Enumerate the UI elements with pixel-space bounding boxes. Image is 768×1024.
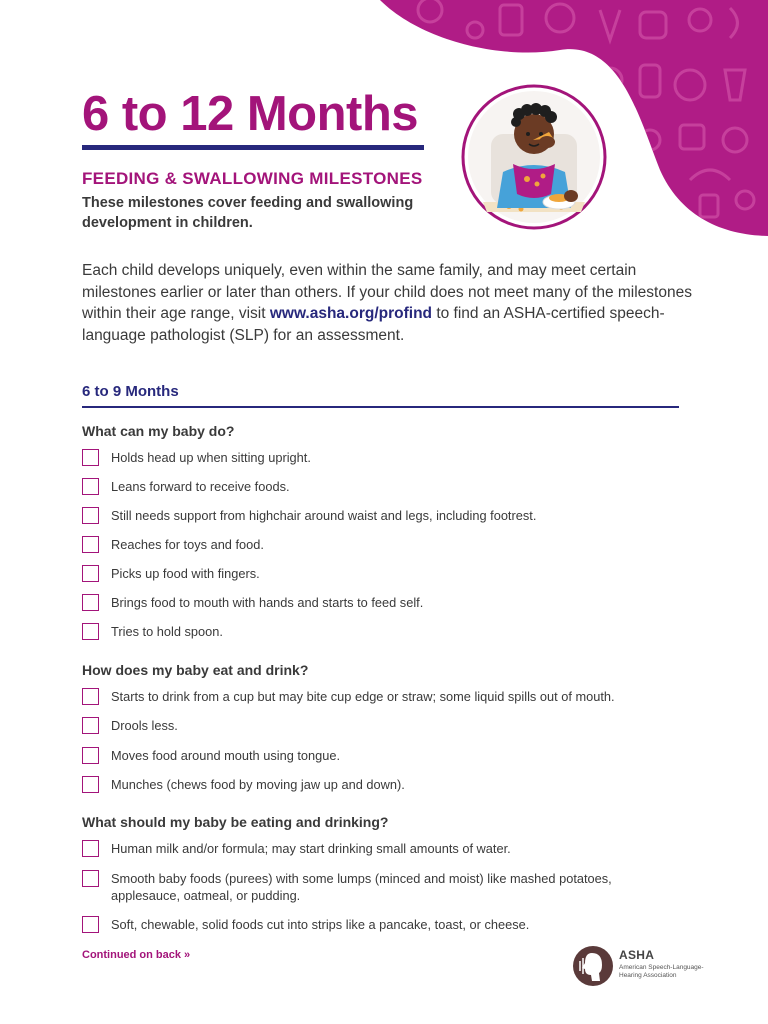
page-subtitle: FEEDING & SWALLOWING MILESTONES <box>82 169 423 188</box>
group-heading-how-does-baby-eat: How does my baby eat and drink? <box>82 662 309 678</box>
checkbox[interactable] <box>82 536 99 553</box>
group-heading-what-should-baby-eat: What should my baby be eating and drinking? <box>82 814 389 830</box>
asha-logo-icon <box>572 945 614 987</box>
checklist-item-label: Leans forward to receive foods. <box>111 479 290 494</box>
title-underline <box>82 145 424 150</box>
checkbox[interactable] <box>82 507 99 524</box>
section-heading-6-to-9-months: 6 to 9 Months <box>82 383 179 400</box>
profind-link[interactable]: www.asha.org/profind <box>269 305 433 322</box>
checklist-item-label: Brings food to mouth with hands and starts to feed self. <box>111 595 424 610</box>
section-divider <box>82 406 679 408</box>
checkbox[interactable] <box>82 916 99 933</box>
checklist-item-label: Reaches for toys and food. <box>111 537 264 552</box>
checklist-item-label: Tries to hold spoon. <box>111 624 223 639</box>
checklist-item-label: Picks up food with fingers. <box>111 566 260 581</box>
continued-on-back-link[interactable]: Continued on back » <box>82 949 191 961</box>
checklist-item-label: Munches (chews food by moving jaw up and down). <box>111 777 405 792</box>
page-title: 6 to 12 Months <box>82 87 419 141</box>
checkbox[interactable] <box>82 623 99 640</box>
checklist-item-label: Smooth baby foods (purees) with some lumps (minced and moist) like mashed potatoes, applesauce, oatmeal, or pudding. <box>111 871 612 903</box>
checklist-item-label: Holds head up when sitting upright. <box>111 450 311 465</box>
checklist-item-label: Moves food around mouth using tongue. <box>111 748 341 763</box>
checklist-item-label: Still needs support from highchair around waist and legs, including footrest. <box>111 508 537 523</box>
checkbox[interactable] <box>82 776 99 793</box>
group-heading-what-can-baby-do: What can my baby do? <box>82 423 235 439</box>
page-description: These milestones cover feeding and swallowing development in children. <box>82 195 414 231</box>
baby-eating-illustration <box>461 84 607 230</box>
asha-logo <box>572 945 712 989</box>
checkbox[interactable] <box>82 747 99 764</box>
checklist-item-label: Starts to drink from a cup but may bite cup edge or straw; some liquid spills out of mouth. <box>111 689 615 704</box>
intro-text-before: Each child develops uniquely, even within the same family, and may meet certain milestones earlier or later than others. If your child does not meet many of the milestones within their age range, visit <box>82 262 692 322</box>
asha-logo-subtitle: American Speech-Language-Hearing Association <box>619 964 704 979</box>
intro-paragraph <box>82 260 692 346</box>
checkbox[interactable] <box>82 840 99 857</box>
checkbox[interactable] <box>82 717 99 734</box>
checkbox[interactable] <box>82 449 99 466</box>
checklist-item-label: Drools less. <box>111 718 178 733</box>
checklist-item-label: Human milk and/or formula; may start drinking small amounts of water. <box>111 841 511 856</box>
checkbox[interactable] <box>82 565 99 582</box>
checkbox[interactable] <box>82 594 99 611</box>
intro-text-after: to find an ASHA-certified speech-language pathologist (SLP) for an assessment. <box>82 305 665 344</box>
checklist-item-label: Soft, chewable, solid foods cut into strips like a pancake, toast, or cheese. <box>111 917 530 932</box>
asha-logo-name: ASHA <box>619 948 655 962</box>
checkbox[interactable] <box>82 870 99 887</box>
checkbox[interactable] <box>82 478 99 495</box>
checkbox[interactable] <box>82 688 99 705</box>
